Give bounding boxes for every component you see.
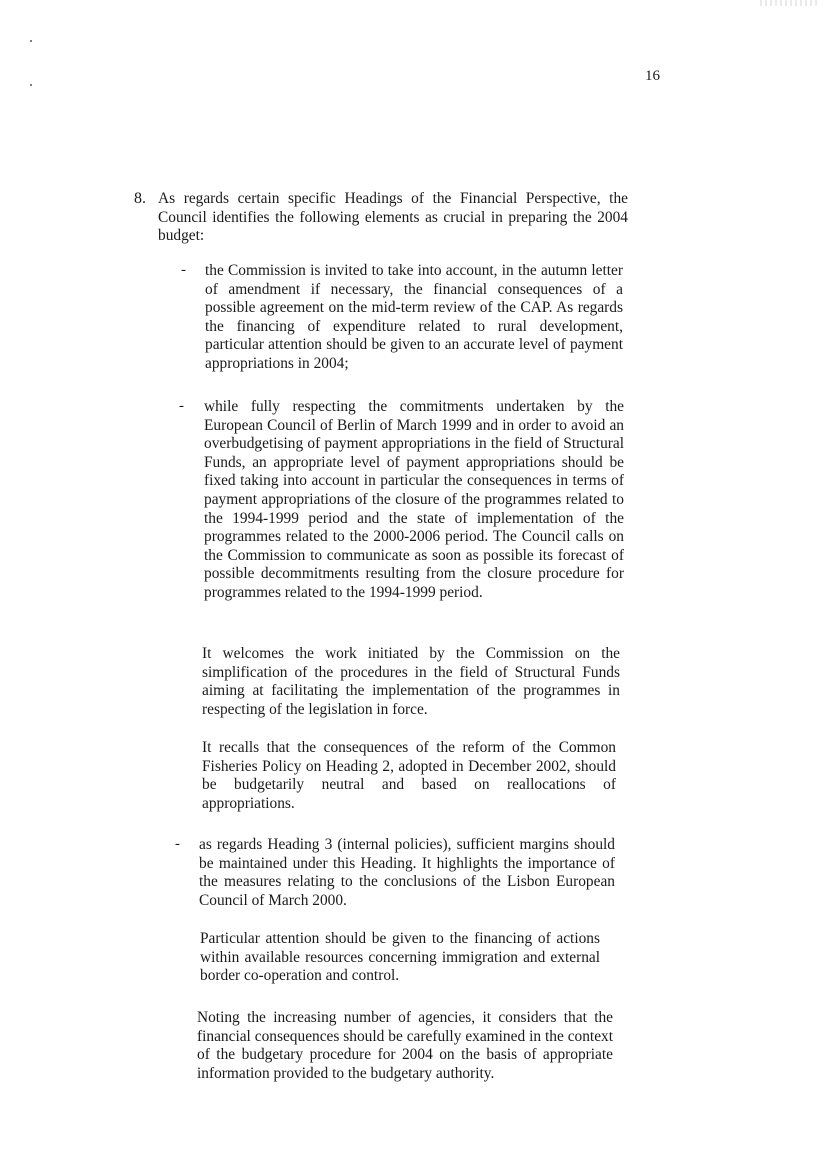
agencies-paragraph: Noting the increasing number of agencies, it considers that the financial consequences should be carefully examined in the context of the budgetary procedure for 2004 on the basis of appropriate information provided to the budgetary authority. [197,1009,613,1082]
immigration-paragraph: Particular attention should be given to the financing of actions within available resources concerning immigration and external border co-operation and control. [200,930,600,985]
fisheries-paragraph: It recalls that the consequences of the reform of the Common Fisheries Policy on Heading 2, adopted in December 2002, should be budgetarily neutral and based on reallocations of appropriations. [202,739,616,812]
item-intro-paragraph: As regards certain specific Headings of the Financial Perspective, the Council identifies the following elements as crucial in preparing the 2004 budget: [158,190,628,245]
simplification-paragraph: It welcomes the work initiated by the Commission on the simplification of the procedures in the field of Structural Funds aiming at facilitating the implementation of the programmes in respecting of the legislation in force. [202,645,620,718]
item-number: 8. [134,190,146,207]
bullet-heading3-paragraph: as regards Heading 3 (internal policies), sufficient margins should be maintained under this Heading. It highlights the importance of the measures relating to the conclusions of the Lisbon European Council of March 2000. [199,836,615,909]
bullet-cap-paragraph: the Commission is invited to take into account, in the autumn letter of amendment if necessary, the financial consequences of a possible agreement on the mid-term review of the CAP. As regards the financing of expenditure related to rural development, particular attention should be given to an accurate level of payment appropriations in 2004; [205,262,623,372]
bullet-dash: - [179,398,184,414]
bullet-dash: - [181,262,186,278]
scan-smudge [760,0,820,6]
page-number: 16 [645,68,660,84]
bullet-structural-funds-paragraph: while fully respecting the commitments undertaken by the European Council of Berlin of March 1999 and in order to avoid an overbudgetising of payment appropriations in the field of Structural Funds, an appropriate level of payment appropriations should be fixed taking into account in particular the consequences in terms of payment appropriations of the closure of the programmes related to the 1994-1999 period and the state of implementation of the programmes related to the 2000-2006 period. The Council calls on the Commission to communicate as soon as possible its forecast of possible decommitments resulting from the closure procedure for programmes related to the 1994-1999 period. [204,398,624,601]
scan-dot [30,40,32,42]
scan-dot [30,84,32,86]
bullet-dash: - [175,836,180,852]
